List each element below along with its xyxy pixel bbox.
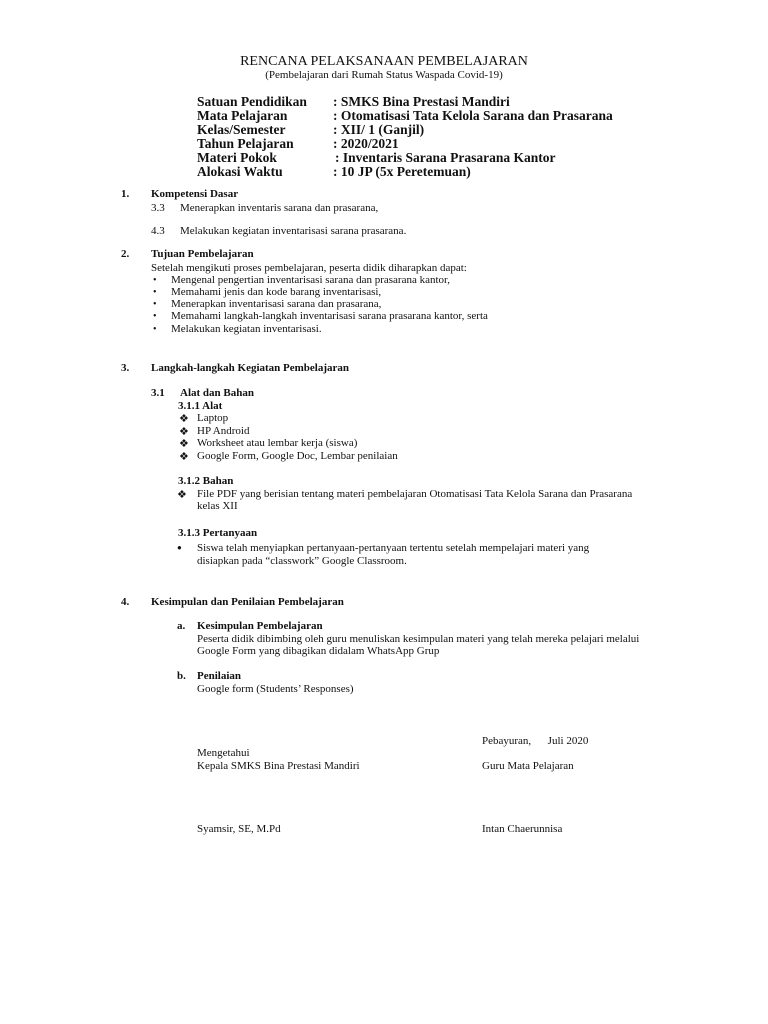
list-item: File PDF yang berisian tentang materi pembelajaran Otomatisasi Tata Kelola Sarana dan Prasarana <box>197 488 633 500</box>
identity-value: : Otomatisasi Tata Kelola Sarana dan Prasarana <box>333 108 613 123</box>
subsection-letter: b. <box>177 670 186 682</box>
alat-title: 3.1.1 Alat <box>178 400 223 412</box>
list-item: HP Android <box>197 425 250 437</box>
identity-label: Satuan Pendidikan <box>197 94 307 109</box>
subsection-title: Alat dan Bahan <box>180 387 254 399</box>
signature-left-role: Kepala SMKS Bina Prestasi Mandiri <box>197 760 360 772</box>
diamond-bullet-icon: ❖ <box>179 438 189 450</box>
list-item: Siswa telah menyiapkan pertanyaan-pertanyaan tertentu setelah mempelajari materi yang <box>197 542 590 554</box>
paragraph-line: Google form (Students’ Responses) <box>197 683 354 695</box>
list-item: Menerapkan inventarisasi sarana dan prasarana, <box>171 298 382 310</box>
subsection-number: 3.1 <box>151 387 165 399</box>
subsection-title: Penilaian <box>197 670 242 682</box>
identity-value: : Inventaris Sarana Prasarana Kantor <box>335 150 556 165</box>
list-item: Google Form, Google Doc, Lembar penilaian <box>197 450 398 462</box>
paragraph-line: Peserta didik dibimbing oleh guru menuliskan kesimpulan materi yang telah mereka pelajari melalui <box>197 633 640 645</box>
subsection-letter: a. <box>177 620 186 632</box>
diamond-bullet-icon: ❖ <box>177 489 187 501</box>
kd-number: 3.3 <box>151 202 165 214</box>
section-title: Kompetensi Dasar <box>151 188 239 200</box>
kd-text: Melakukan kegiatan inventarisasi sarana prasarana. <box>180 225 407 237</box>
identity-value: : 2020/2021 <box>333 136 399 151</box>
pertanyaan-title: 3.1.3 Pertanyaan <box>178 527 258 539</box>
list-item: Laptop <box>197 412 229 424</box>
identity-value: : SMKS Bina Prestasi Mandiri <box>333 94 510 109</box>
section-number: 3. <box>121 362 130 374</box>
section-title: Tujuan Pembelajaran <box>151 248 254 260</box>
list-item: Melakukan kegiatan inventarisasi. <box>171 323 322 335</box>
bullet-icon: • <box>153 311 157 322</box>
section-title: Langkah-langkah Kegiatan Pembelajaran <box>151 362 350 374</box>
identity-label: Mata Pelajaran <box>197 108 288 123</box>
document-title: RENCANA PELAKSANAAN PEMBELAJARAN <box>240 54 528 69</box>
bullet-icon: • <box>153 324 157 335</box>
list-item: Mengenal pengertian inventarisasi sarana dan prasarana kantor, <box>171 274 451 286</box>
dot-bullet-icon: ● <box>177 543 182 552</box>
section-number: 2. <box>121 248 130 260</box>
diamond-bullet-icon: ❖ <box>179 413 189 425</box>
signature-left-name: Syamsir, SE, M.Pd <box>197 823 281 835</box>
subsection-title: Kesimpulan Pembelajaran <box>197 620 323 632</box>
bullet-icon: • <box>153 287 157 298</box>
identity-value: : XII/ 1 (Ganjil) <box>333 122 425 137</box>
identity-label: Materi Pokok <box>197 150 277 165</box>
section-number: 4. <box>121 596 130 608</box>
paragraph-line: Google Form yang dibagikan didalam WhatsApp Grup <box>197 645 440 657</box>
bahan-title: 3.1.2 Bahan <box>178 475 234 487</box>
kd-number: 4.3 <box>151 225 165 237</box>
list-item-continued: kelas XII <box>197 500 238 512</box>
list-item: Worksheet atau lembar kerja (siswa) <box>197 437 358 449</box>
place-date: Pebayuran, Juli 2020 <box>482 735 589 747</box>
identity-label: Kelas/Semester <box>197 122 286 137</box>
list-item: Memahami langkah-langkah inventarisasi sarana prasarana kantor, serta <box>171 310 488 322</box>
diamond-bullet-icon: ❖ <box>179 451 189 463</box>
signature-right-role: Guru Mata Pelajaran <box>482 760 574 772</box>
identity-value: : 10 JP (5x Peretemuan) <box>333 164 471 179</box>
identity-label: Tahun Pelajaran <box>197 136 294 151</box>
kd-text: Menerapkan inventaris sarana dan prasarana, <box>180 202 379 214</box>
bullet-icon: • <box>153 275 157 286</box>
section-title: Kesimpulan dan Penilaian Pembelajaran <box>151 596 344 608</box>
identity-label: Alokasi Waktu <box>197 164 283 179</box>
signature-acknowledge: Mengetahui <box>197 747 250 759</box>
document-subtitle: (Pembelajaran dari Rumah Status Waspada Covid-19) <box>265 69 503 81</box>
section-intro: Setelah mengikuti proses pembelajaran, peserta didik diharapkan dapat: <box>151 262 467 274</box>
list-item-continued: disiapkan pada “classwork” Google Classroom. <box>197 555 407 567</box>
diamond-bullet-icon: ❖ <box>179 426 189 438</box>
signature-right-name: Intan Chaerunnisa <box>482 823 563 835</box>
bullet-icon: • <box>153 299 157 310</box>
list-item: Memahami jenis dan kode barang inventarisasi, <box>171 286 382 298</box>
section-number: 1. <box>121 188 130 200</box>
